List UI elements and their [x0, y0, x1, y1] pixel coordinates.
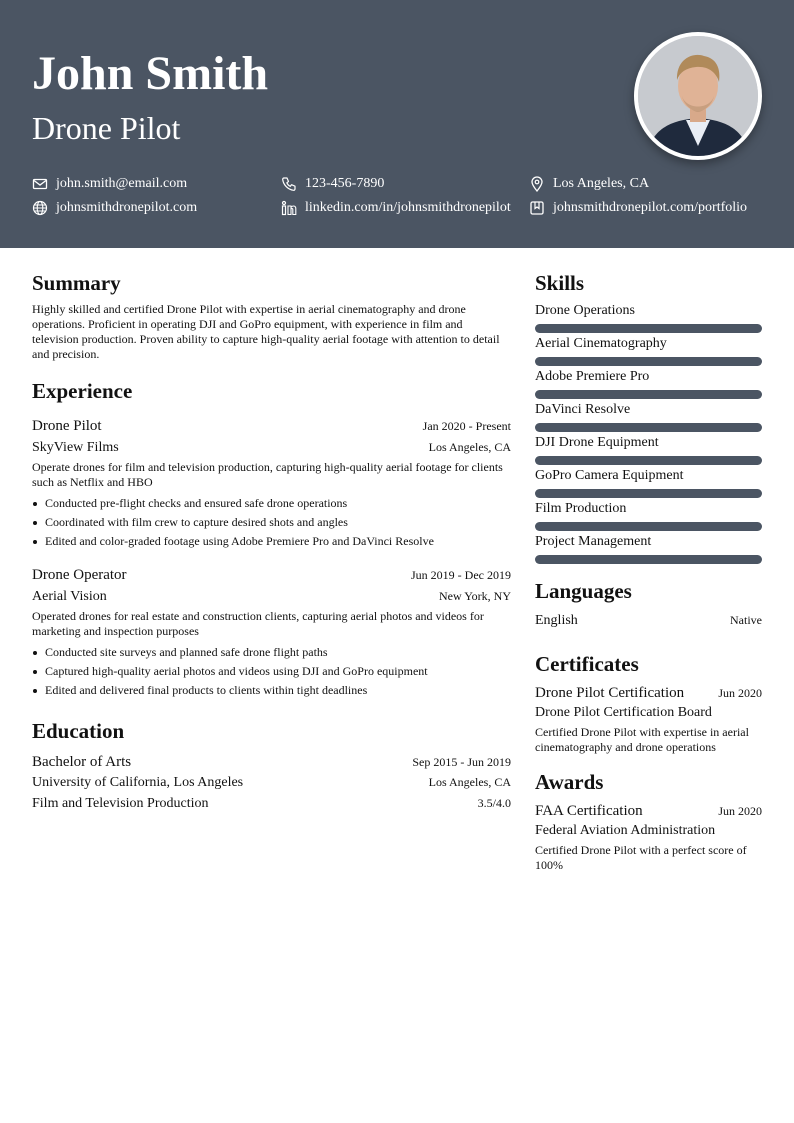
- school-location: Los Angeles, CA: [428, 775, 511, 789]
- contact-location-text: Los Angeles, CA: [553, 176, 650, 191]
- contact-website-text: johnsmithdronepilot.com: [56, 200, 198, 215]
- skills-list: [535, 301, 762, 564]
- contact-location: [529, 173, 649, 195]
- skill-level-track: [535, 522, 762, 531]
- bullet-item: Captured high-quality aerial photos and videos using DJI and GoPro equipment: [32, 662, 511, 681]
- skill-item: [535, 433, 762, 465]
- bullet-item: Edited and color-graded footage using Adobe Premiere Pro and DaVinci Resolve: [32, 532, 511, 551]
- summary-heading: Summary: [32, 271, 121, 295]
- degree-name: Bachelor of Arts: [32, 754, 132, 770]
- languages-heading: Languages: [535, 579, 632, 603]
- summary-text: Highly skilled and certified Drone Pilot with expertise in aerial cinematography and drone operations. Proficient in operating DJI and GoPro equipment, with experience in film and television production. Proven ability to capture high-quality aerial footage with attention to detail and precision.: [32, 302, 500, 361]
- bullet-item: Edited and delivered final products to clients within tight deadlines: [32, 681, 511, 700]
- awards-section: [535, 767, 762, 873]
- company-name: SkyView Films: [32, 440, 119, 455]
- skill-level-track: [535, 423, 762, 432]
- job-description: Operated drones for real estate and construction clients, capturing aerial photos and videos for marketing and inspection purposes: [32, 609, 484, 638]
- skill-level-track: [535, 555, 762, 564]
- job-dates: Jan 2020 - Present: [422, 419, 511, 433]
- gpa: 3.5/4.0: [477, 796, 511, 810]
- certificate-date: Jun 2020: [718, 686, 762, 700]
- mail-icon: [32, 176, 48, 192]
- skill-name: DJI Drone Equipment: [535, 435, 659, 450]
- job-bullets: [32, 494, 511, 551]
- linkedin-icon: [281, 200, 297, 216]
- experience-heading: Experience: [32, 379, 133, 403]
- left-column: [32, 268, 511, 814]
- skill-item: [535, 334, 762, 366]
- field-of-study: Film and Television Production: [32, 796, 209, 811]
- award-name: FAA Certification: [535, 803, 643, 819]
- education-section: [32, 716, 511, 814]
- skill-level-bar: [535, 357, 762, 366]
- contact-phone-text: 123-456-7890: [305, 176, 385, 191]
- skill-name: Film Production: [535, 501, 627, 516]
- skill-level-track: [535, 489, 762, 498]
- contact-phone[interactable]: [281, 173, 384, 195]
- company-name: Aerial Vision: [32, 589, 107, 604]
- profile-photo: [634, 32, 762, 160]
- contact-linkedin-text: linkedin.com/in/johnsmithdronepilot: [305, 200, 511, 215]
- job-location: Los Angeles, CA: [428, 440, 511, 454]
- skill-name: Project Management: [535, 534, 652, 549]
- language-item: [535, 610, 762, 631]
- experience-entry: [32, 416, 511, 551]
- job-title-heading: Drone Pilot: [32, 110, 181, 146]
- skill-name: Adobe Premiere Pro: [535, 369, 650, 384]
- contact-email[interactable]: [32, 173, 187, 195]
- certificate-description: Certified Drone Pilot with expertise in aerial cinematography and drone operations: [535, 725, 749, 754]
- award-issuer: Federal Aviation Administration: [535, 823, 716, 838]
- experience-entry: [32, 565, 511, 700]
- bookmark-icon: [529, 200, 545, 216]
- skill-level-bar: [535, 555, 762, 564]
- skill-item: [535, 466, 762, 498]
- globe-icon: [32, 200, 48, 216]
- skill-name: Drone Operations: [535, 303, 635, 318]
- skill-level-track: [535, 456, 762, 465]
- skill-name: Aerial Cinematography: [535, 336, 667, 351]
- education-heading: Education: [32, 719, 125, 743]
- skill-level-bar: [535, 489, 762, 498]
- job-location: New York, NY: [438, 589, 511, 603]
- skill-level-bar: [535, 456, 762, 465]
- skill-item: [535, 532, 762, 564]
- certificates-section: [535, 649, 762, 755]
- language-name: English: [535, 613, 578, 628]
- location-pin-icon: [529, 176, 545, 192]
- job-dates: Jun 2019 - Dec 2019: [411, 568, 511, 582]
- skill-level-bar: [535, 324, 762, 333]
- school-name: University of California, Los Angeles: [32, 775, 244, 790]
- candidate-name: John Smith: [32, 47, 269, 100]
- education-dates: Sep 2015 - Jun 2019: [412, 755, 511, 769]
- language-level: Native: [730, 613, 762, 627]
- certificate-name: Drone Pilot Certification: [535, 685, 685, 701]
- job-bullets: [32, 643, 511, 700]
- award-date: Jun 2020: [718, 804, 762, 818]
- awards-heading: Awards: [535, 770, 604, 794]
- bullet-item: Coordinated with film crew to capture desired shots and angles: [32, 513, 511, 532]
- job-description: Operate drones for film and television production, capturing high-quality aerial footage for clients such as Netflix and HBO: [32, 460, 503, 489]
- skill-level-bar: [535, 423, 762, 432]
- experience-section: [32, 376, 511, 700]
- job-title: Drone Operator: [32, 567, 127, 583]
- profile-photo-image: [638, 36, 758, 156]
- job-title: Drone Pilot: [32, 418, 102, 434]
- skills-heading: Skills: [535, 271, 585, 295]
- summary-section: [32, 268, 511, 362]
- certificate-issuer: Drone Pilot Certification Board: [535, 705, 712, 720]
- skill-name: DaVinci Resolve: [535, 402, 631, 417]
- award-description: Certified Drone Pilot with a perfect score of 100%: [535, 843, 747, 872]
- bullet-item: Conducted site surveys and planned safe drone flight paths: [32, 643, 511, 662]
- bullet-item: Conducted pre-flight checks and ensured safe drone operations: [32, 494, 511, 513]
- right-column: [535, 268, 762, 873]
- phone-icon: [281, 176, 297, 192]
- skill-item: [535, 367, 762, 399]
- contact-linkedin[interactable]: [281, 197, 511, 219]
- contact-portfolio[interactable]: [529, 197, 747, 219]
- contact-email-text: john.smith@email.com: [56, 176, 188, 191]
- skill-item: [535, 400, 762, 432]
- languages-section: [535, 576, 762, 631]
- resume-header: [0, 0, 794, 248]
- skill-level-track: [535, 357, 762, 366]
- skill-level-bar: [535, 390, 762, 399]
- skill-level-track: [535, 390, 762, 399]
- skill-name: GoPro Camera Equipment: [535, 468, 684, 483]
- contact-portfolio-text: johnsmithdronepilot.com/portfolio: [553, 200, 748, 215]
- skill-level-track: [535, 324, 762, 333]
- contact-website[interactable]: [32, 197, 197, 219]
- certificates-heading: Certificates: [535, 652, 639, 676]
- skill-item: [535, 301, 762, 333]
- skills-section: [535, 268, 762, 564]
- skill-level-bar: [535, 522, 762, 531]
- skill-item: [535, 499, 762, 531]
